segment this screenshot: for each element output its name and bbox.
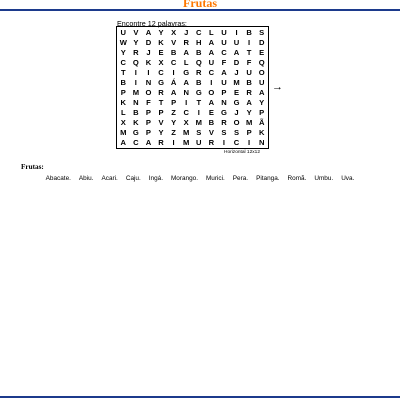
grid-letter: U (258, 77, 265, 87)
grid-letter: K (158, 37, 164, 47)
grid-letter: R (246, 88, 252, 98)
grid-letter: C (120, 57, 127, 67)
grid-letter: B (120, 77, 127, 87)
grid-letter: R (133, 47, 139, 57)
grid-letter: B (133, 108, 139, 118)
grid-letter: A (208, 47, 215, 57)
grid-letter: Á (170, 77, 177, 87)
grid-letter: E (208, 108, 214, 118)
grid-letter: K (258, 128, 265, 138)
bottom-rule (0, 396, 400, 398)
grid-letter: Q (132, 57, 139, 67)
grid-letter: V (171, 37, 177, 47)
grid-letter: A (208, 37, 215, 47)
word-list-item: Abiu. (78, 175, 94, 182)
grid-letter: U (221, 37, 227, 47)
word-list-item: Romã. (287, 175, 307, 182)
grid-letter: C (196, 27, 202, 37)
grid-letter: J (234, 67, 239, 77)
grid-letter: T (158, 98, 164, 108)
grid-letter: M (132, 88, 140, 98)
grid-letter: N (133, 98, 139, 108)
grid-letter: P (120, 88, 126, 98)
grid-letter: X (158, 57, 164, 67)
grid-letter: I (185, 98, 188, 108)
grid-letter: S (259, 27, 265, 37)
grid-letter: U (208, 57, 215, 67)
word-list-item: Murici. (205, 175, 225, 182)
grid-letter: C (158, 67, 164, 77)
grid-letter: J (184, 27, 189, 37)
grid-letter: P (145, 108, 151, 118)
grid-letter: I (197, 108, 200, 118)
grid-letter: B (170, 47, 177, 57)
grid-letter: F (146, 98, 151, 108)
grid-letter: X (183, 118, 189, 128)
grid-letter: V (208, 128, 214, 138)
grid-letter: I (134, 77, 137, 87)
grid-letter: C (133, 138, 139, 148)
grid-letter: M (233, 77, 240, 87)
word-list-item: Pitanga. (256, 175, 280, 182)
grid-letter: L (209, 27, 214, 37)
grid-letter: B (196, 77, 202, 87)
grid-letter: I (172, 138, 175, 148)
grid-letter: T (246, 47, 252, 57)
grid-letter: M (245, 118, 253, 128)
grid-letter: N (258, 138, 265, 148)
grid-letter: R (221, 118, 227, 128)
grid-letter: Q (195, 57, 202, 67)
grid-letter: T (120, 67, 126, 77)
grid-letter: L (183, 57, 189, 67)
grid-letter: P (145, 128, 151, 138)
grid-letter: A (208, 98, 215, 108)
grid-letter: A (258, 88, 265, 98)
grid-letter: I (134, 67, 137, 77)
grid-letter: S (221, 128, 227, 138)
grid-letter: X (171, 27, 177, 37)
grid-letter: R (158, 88, 164, 98)
grid-letter: C (233, 138, 240, 148)
grid-letter: C (221, 47, 227, 57)
grid-letter: P (158, 108, 164, 118)
grid-letter: P (145, 118, 151, 128)
grid-letter: G (220, 108, 227, 118)
grid-letter: S (233, 128, 240, 138)
grid-letter: Y (259, 98, 265, 108)
grid-letter: G (158, 77, 164, 87)
grid-letter: C (208, 67, 215, 77)
grid-letter: A (170, 88, 177, 98)
grid-letter: U (233, 37, 240, 47)
word-list-item: Caju. (125, 175, 141, 182)
grid-letter: U (120, 27, 127, 37)
grid-letter: A (120, 138, 127, 148)
arrow-right-icon: → (272, 81, 283, 93)
page-title: Frutas (183, 0, 217, 10)
grid-letter: Y (120, 47, 126, 57)
grid-letter: I (248, 138, 251, 148)
grid-letter: O (233, 118, 240, 128)
grid-letter: X (120, 118, 126, 128)
grid-letter: L (120, 108, 126, 118)
grid-letter: F (221, 57, 227, 67)
grid-letter: U (196, 138, 202, 148)
grid-letter: I (235, 27, 238, 37)
grid-letter: E (158, 47, 164, 57)
grid-letter: A (233, 47, 240, 57)
grid-letter: B (246, 27, 252, 37)
grid-letter: K (133, 118, 139, 128)
grid-letter: A (246, 98, 252, 108)
word-search-grid (116, 26, 269, 149)
grid-letter: A (145, 138, 152, 148)
grid-letter: V (158, 118, 164, 128)
grid-letter: U (246, 67, 252, 77)
grid-letter: C (170, 57, 177, 67)
grid-letter: I (210, 77, 213, 87)
grid-letter: A (183, 47, 189, 57)
grid-letter: D (145, 37, 152, 47)
word-list-item: Morango. (170, 175, 198, 182)
grid-letter: H (196, 37, 202, 47)
grid-letter: F (246, 57, 252, 67)
grid-letter: A (145, 27, 152, 37)
grid-letter: U (221, 77, 227, 87)
grid-letter: M (183, 138, 190, 148)
grid-letter: I (222, 138, 225, 148)
grid-letter: Y (158, 128, 164, 138)
grid-letter: Y (158, 27, 164, 37)
grid-letter: G (132, 128, 139, 138)
grid-letter: E (233, 88, 240, 98)
grid-letter: R (208, 138, 215, 148)
grid-letter: Z (171, 128, 176, 138)
grid-letter: Y (246, 108, 252, 118)
grid-letter: K (120, 98, 127, 108)
word-list-item: Abacate. (45, 175, 71, 182)
grid-letter: B (246, 77, 252, 87)
grid-letter: P (246, 128, 252, 138)
grid-letter: M (120, 128, 127, 138)
grid-letter: O (258, 67, 265, 77)
grid-letter: A (183, 77, 189, 87)
word-list-item: Ingá. (148, 175, 163, 182)
grid-letter: C (183, 108, 189, 118)
grid-letter: O (145, 88, 152, 98)
grid-letter: P (221, 88, 227, 98)
grid-letter: G (233, 98, 240, 108)
grid-letter: J (234, 108, 239, 118)
grid-letter: Q (258, 57, 265, 67)
word-list (28, 175, 372, 182)
grid-letter: G (183, 67, 190, 77)
grid-letter: V (133, 27, 139, 37)
grid-letter: D (233, 57, 240, 67)
grid-letter: I (147, 67, 150, 77)
grid-letter: I (248, 37, 251, 47)
grid-letter: Z (171, 108, 176, 118)
grid-letter: T (196, 98, 202, 108)
puzzle-instruction: Encontre 12 palavras: (117, 19, 187, 28)
grid-letter: I (172, 67, 175, 77)
grid-caption: Horizontal 12x12 (224, 150, 260, 155)
grid-letter: D (258, 37, 265, 47)
grid-letter: E (259, 47, 265, 57)
grid-letter: M (183, 128, 190, 138)
grid-letter: P (259, 108, 265, 118)
grid-letter: N (145, 77, 152, 87)
grid-letter: K (145, 57, 152, 67)
grid-letter: Y (133, 37, 139, 47)
word-list-heading: Frutas: (21, 163, 44, 171)
grid-letter: N (183, 88, 189, 98)
grid-letter: W (119, 37, 127, 47)
grid-letter: R (158, 138, 164, 148)
grid-letter: J (146, 47, 151, 57)
grid-letter: B (208, 118, 215, 128)
grid-letter: S (196, 128, 202, 138)
grid-letter: Y (171, 118, 177, 128)
grid-letter: U (221, 27, 227, 37)
word-list-item: Pera. (232, 175, 249, 182)
grid-letter: B (196, 47, 202, 57)
grid-letter: O (208, 88, 215, 98)
word-list-item: Umbu. (314, 175, 334, 182)
grid-letter: M (195, 118, 202, 128)
grid-letter: P (171, 98, 177, 108)
grid-letter: R (183, 37, 189, 47)
grid-letter: N (221, 98, 227, 108)
word-list-item: Uva. (341, 175, 355, 182)
grid-letter: Ã (258, 118, 265, 128)
grid-letter: R (196, 67, 202, 77)
grid-letter: A (221, 67, 227, 77)
word-list-item: Acari. (101, 175, 118, 182)
grid-letter: G (195, 88, 202, 98)
